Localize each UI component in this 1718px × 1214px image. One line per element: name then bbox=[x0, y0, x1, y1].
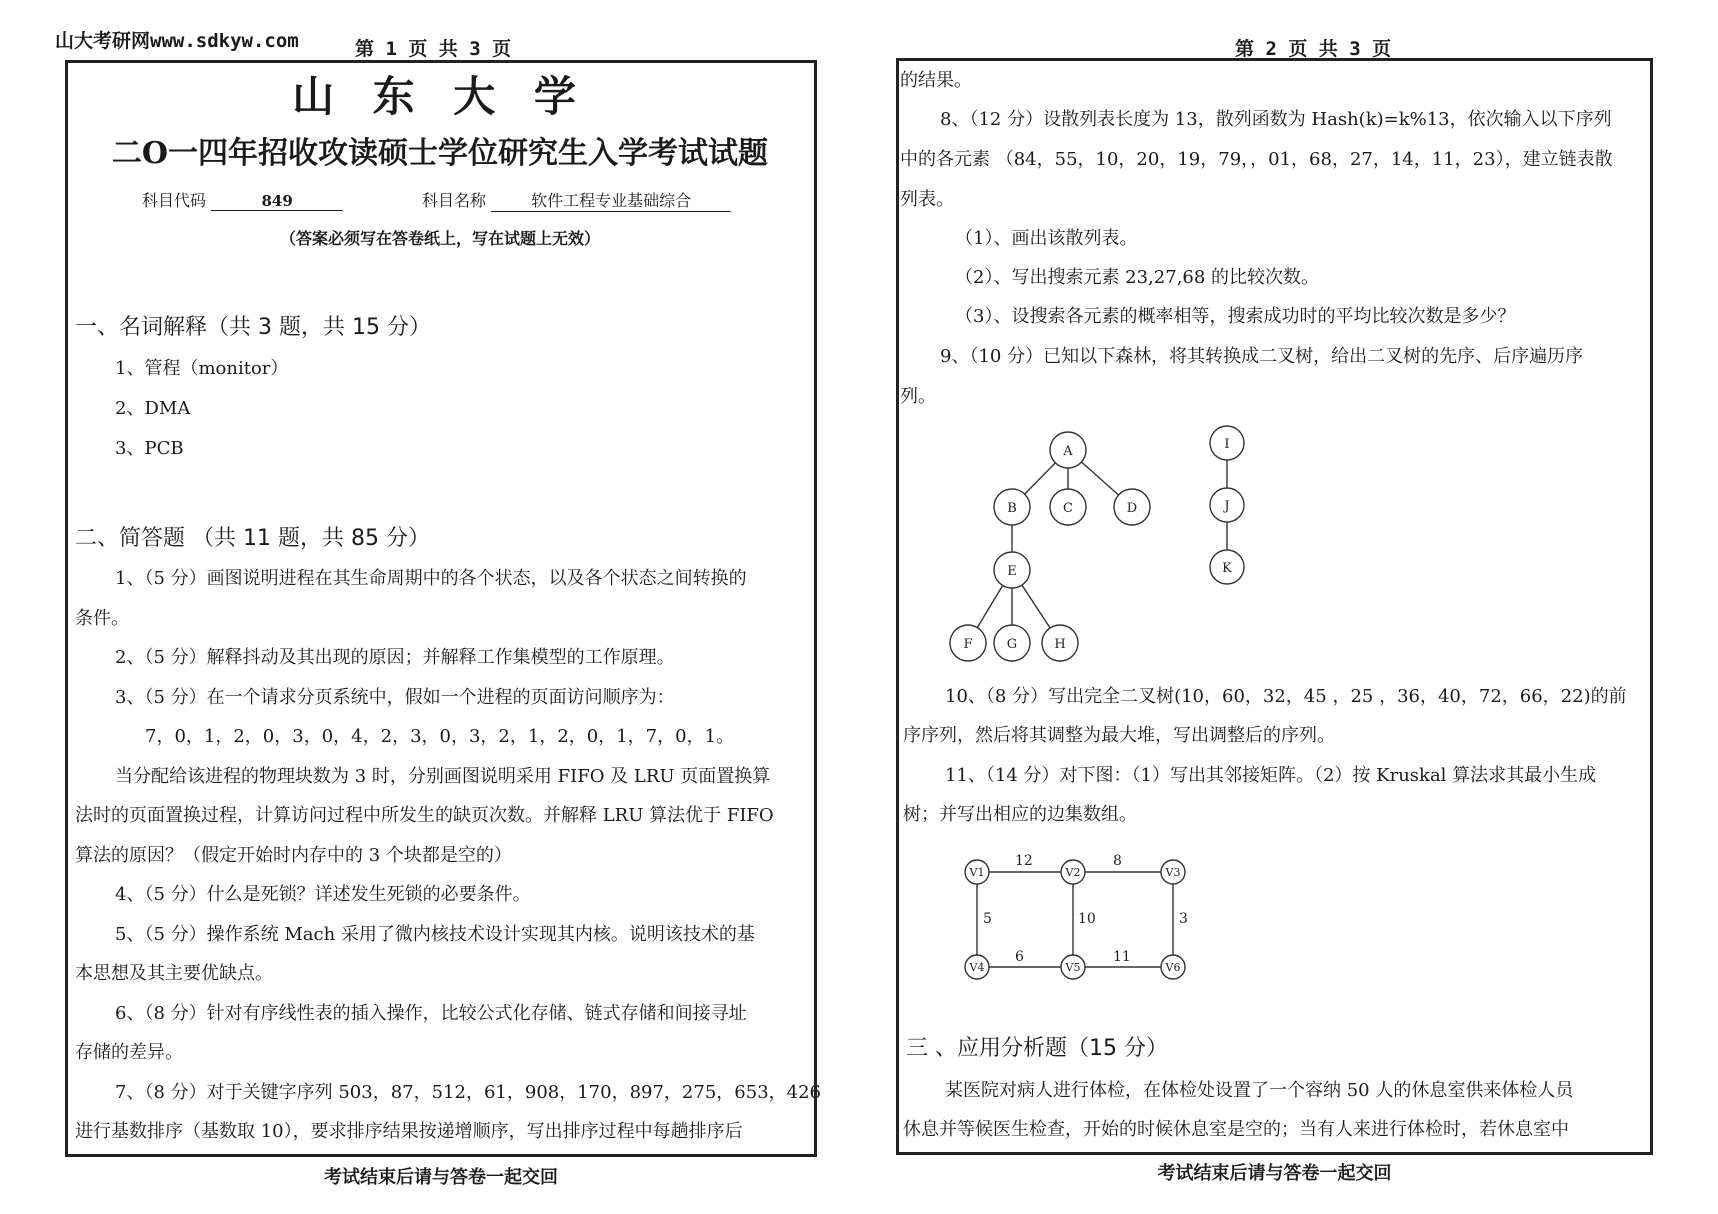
question-line: 列表。 bbox=[900, 189, 954, 210]
question-line: （2）、写出搜索元素 23,27,68 的比较次数。 bbox=[955, 267, 1320, 288]
question-line: 序序列，然后将其调整为最大堆，写出调整后的序列。 bbox=[903, 725, 1335, 746]
graph-vertex-label: V2 bbox=[1065, 866, 1081, 879]
question-line: 3、（5 分）在一个请求分页系统中，假如一个进程的页面访问顺序为： bbox=[115, 687, 675, 708]
question-line: 10、（8 分）写出完全二叉树(10，60，32，45 ，25 ，36，40，72，66，22)的前 bbox=[945, 686, 1627, 707]
section3-title: 三 、应用分析题（15 分） bbox=[906, 1036, 1168, 1061]
question-line: 11、（14 分）对下图：（1）写出其邻接矩阵。（2）按 Kruskal 算法求其最小生成 bbox=[945, 765, 1597, 786]
question-line: 7，0，1，2，0，3，0，4，2，3，0，3，2，1，2，0，1，7，0，1。 bbox=[145, 726, 735, 747]
question-line: 6、（8 分）针对有序线性表的插入操作，比较公式化存储、链式存储和间接寻址 bbox=[115, 1003, 747, 1024]
site-tag: 山大考研网www.sdkyw.com bbox=[55, 30, 299, 52]
tree-node-label: A bbox=[1063, 444, 1073, 459]
graph-vertex-label: V3 bbox=[1165, 866, 1181, 879]
graph-vertex-label: V6 bbox=[1165, 961, 1181, 974]
question-line: 某医院对病人进行体检，在体检处设置了一个容纳 50 人的休息室供来体检人员 bbox=[945, 1080, 1574, 1101]
weighted-graph-figure bbox=[950, 850, 1200, 980]
footer-right: 考试结束后请与答卷一起交回 bbox=[1157, 1163, 1392, 1184]
graph-vertex-label: V1 bbox=[969, 866, 985, 879]
question-line: 中的各元素 （84，55，10，20，19，79，，01，68，27，14，11，23），建立链表散 bbox=[900, 149, 1613, 170]
tree-node-label: H bbox=[1054, 637, 1066, 652]
edge-weight-label: 8 bbox=[1113, 853, 1122, 869]
question-line: 9、（10 分）已知以下森林，将其转换成二叉树，给出二叉树的先序、后序遍历序 bbox=[940, 346, 1584, 367]
subject-name-label: 科目名称 bbox=[422, 191, 487, 210]
term-item: 3、PCB bbox=[115, 438, 184, 459]
question-line: 7、（8 分）对于关键字序列 503，87，512，61，908，170，897，275，653，426 bbox=[115, 1082, 822, 1103]
university-title: 山 东 大 学 bbox=[292, 72, 588, 121]
question-line: 条件。 bbox=[75, 608, 129, 629]
edge-weight-label: 10 bbox=[1078, 911, 1096, 927]
question-line: 的结果。 bbox=[900, 70, 972, 91]
question-line: （1）、画出该散列表。 bbox=[955, 228, 1138, 249]
graph-vertex-label: V4 bbox=[969, 961, 985, 974]
tree-node-label: J bbox=[1224, 499, 1230, 514]
question-line: 当分配给该进程的物理块数为 3 时，分别画图说明采用 FIFO 及 LRU 页面置换算 bbox=[115, 766, 771, 787]
question-line: 休息并等候医生检查，开始的时候休息室是空的；当有人来进行体检时，若休息室中 bbox=[903, 1119, 1569, 1140]
tree-node-label: B bbox=[1007, 501, 1017, 516]
tree-node-label: E bbox=[1007, 564, 1017, 579]
question-line: （3）、设搜索各元素的概率相等，搜索成功时的平均比较次数是多少？ bbox=[955, 306, 1516, 327]
question-line: 算法的原因？（假定开始时内存中的 3 个块都是空的） bbox=[75, 845, 512, 866]
subject-name: 软件工程专业基础综合 bbox=[491, 188, 731, 212]
question-line: 进行基数排序（基数取 10），要求排序结果按递增顺序，写出排序过程中每趟排序后 bbox=[75, 1121, 743, 1142]
answer-notice: （答案必须写在答卷纸上，写在试题上无效） bbox=[279, 229, 600, 248]
question-line: 5、（5 分）操作系统 Mach 采用了微内核技术设计实现其内核。说明该技术的基 bbox=[115, 924, 755, 945]
edge-weight-label: 6 bbox=[1015, 949, 1024, 965]
tree-node-label: I bbox=[1224, 437, 1230, 452]
tree-node-label: D bbox=[1126, 501, 1138, 516]
edge-weight-label: 5 bbox=[983, 911, 992, 927]
question-line: 4、（5 分）什么是死锁？详述发生死锁的必要条件。 bbox=[115, 884, 531, 905]
question-line: 法时的页面置换过程，计算访问过程中所发生的缺页次数。并解释 LRU 算法优于 FIFO bbox=[75, 805, 774, 826]
tree-node-label: K bbox=[1222, 561, 1232, 576]
question-line: 1、（5 分）画图说明进程在其生命周期中的各个状态，以及各个状态之间转换的 bbox=[115, 568, 747, 589]
section1-title: 一、名词解释（共 3 题，共 15 分） bbox=[75, 315, 431, 340]
subject-code-label: 科目代码 bbox=[142, 191, 207, 210]
question-line: 树；并写出相应的边集数组。 bbox=[903, 804, 1137, 825]
footer-left: 考试结束后请与答卷一起交回 bbox=[324, 1167, 558, 1188]
forest-figure bbox=[940, 425, 1280, 670]
page-label-right: 第 2 页 共 3 页 bbox=[1235, 38, 1392, 60]
page-label-left: 第 1 页 共 3 页 bbox=[355, 38, 512, 60]
edge-weight-label: 3 bbox=[1179, 911, 1188, 927]
edge-weight-label: 12 bbox=[1015, 853, 1033, 869]
subject-name-row bbox=[422, 188, 731, 212]
term-item: 2、DMA bbox=[115, 398, 191, 419]
edge-weight-label: 11 bbox=[1113, 949, 1131, 965]
exam-title: 二O一四年招收攻读硕士学位研究生入学考试试题 bbox=[111, 136, 769, 171]
tree-node-label: C bbox=[1063, 501, 1073, 516]
term-item: 1、管程（monitor） bbox=[115, 358, 289, 379]
graph-vertex-label: V5 bbox=[1065, 961, 1081, 974]
subject-code: 849 bbox=[211, 192, 343, 211]
question-line: 2、（5 分）解释抖动及其出现的原因；并解释工作集模型的工作原理。 bbox=[115, 647, 675, 668]
question-line: 列。 bbox=[900, 386, 936, 407]
section2-title: 二、简答题 （共 11 题，共 85 分） bbox=[75, 526, 430, 551]
question-line: 存储的差异。 bbox=[75, 1042, 183, 1063]
tree-node-label: G bbox=[1006, 637, 1018, 652]
tree-node-label: F bbox=[963, 637, 973, 652]
subject-code-row bbox=[142, 188, 343, 211]
question-line: 8、（12 分）设散列表长度为 13，散列函数为 Hash(k)=k%13，依次输入以下序列 bbox=[940, 109, 1612, 130]
left-page-frame bbox=[65, 60, 817, 1157]
question-line: 本思想及其主要优缺点。 bbox=[75, 963, 273, 984]
